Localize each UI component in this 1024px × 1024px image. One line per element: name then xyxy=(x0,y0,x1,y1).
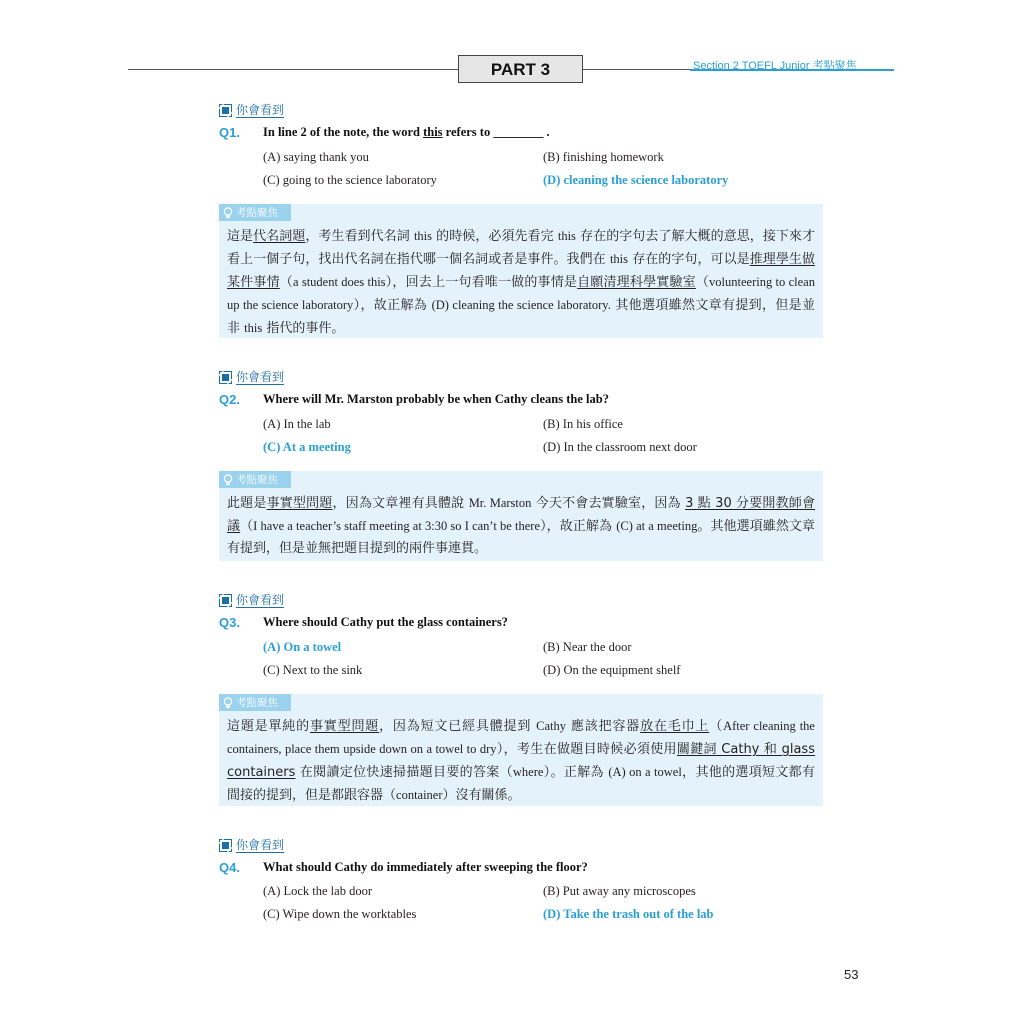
explanation-text: 此題是事實型問題，因為文章裡有具體說 Mr. Marston 今天不會去實驗室，因為 3 點 30 分要開教師會議（I have a teacher’s staff meeting at 3:30 so I can’t be there），故正解為 (C) at a meeting。其他選項雖然文章有提到，但是並無把題目提到的兩件事連貫。 xyxy=(227,496,815,556)
option-c: (C) Next to the sink xyxy=(263,663,363,677)
question-number: Q2. xyxy=(219,392,240,407)
frame-icon xyxy=(219,104,232,117)
you-will-see-label: 你會看到 xyxy=(236,102,285,117)
question-text-part: refers to ________ . xyxy=(442,125,550,139)
option-a: (A) saying thank you xyxy=(263,150,369,164)
explanation-text: 這題是單純的事實型問題，因為短文已經具體提到 Cathy 應該把容器放在毛巾上（After cleaning the containers, place them upside down on a towel to dry），考生在做題目時候必須使用關鍵詞 Cathy 和 glass containers 在閱讀定位快速掃描題目要的答案（where）。正解為 (A) on a towel，其他的選項短文都有間接的提到，但是都跟容器（container）沒有關係。 xyxy=(227,719,815,803)
option-c: (C) Wipe down the worktables xyxy=(263,907,417,921)
option-d-correct: (D) cleaning the science laboratory xyxy=(543,173,729,187)
you-will-see-heading xyxy=(219,368,284,386)
focus-box xyxy=(219,471,823,561)
focus-label: 考點聚焦 xyxy=(236,697,278,709)
lightbulb-icon xyxy=(223,697,233,709)
focus-label: 考點聚焦 xyxy=(236,474,278,486)
question-text xyxy=(263,125,550,140)
option-a: (A) In the lab xyxy=(263,417,331,431)
option-a-correct: (A) On a towel xyxy=(263,640,342,654)
focus-box xyxy=(219,694,823,806)
explanation-text: 這是代名詞題，考生看到代名詞 this 的時候，必須先看完 this 存在的字句去了解大概的意思，接下來才看上一個子句，找出代名詞在指代哪一個名詞或者是事件。我們在 this 存在的字句，可以是推理學生做某件事情（a student does this），回去上一句看唯一做的事情是自願清理科學實驗室（volunteering to clean up the science laboratory），故正解為 (D) cleaning the science laboratory. 其他選項雖然文章有提到，但是並非 this 指代的事件。 xyxy=(227,229,815,336)
you-will-see-label: 你會看到 xyxy=(236,837,285,852)
question-text: What should Cathy do immediately after sweeping the floor? xyxy=(263,860,588,874)
you-will-see-heading xyxy=(219,591,284,609)
option-b: (B) In his office xyxy=(543,417,623,431)
lightbulb-icon xyxy=(223,474,233,486)
part-label: PART 3 xyxy=(458,55,583,83)
focus-tag xyxy=(219,694,291,711)
option-d-correct: (D) Take the trash out of the lab xyxy=(543,907,714,921)
option-b: (B) Near the door xyxy=(543,640,632,654)
you-will-see-heading xyxy=(219,101,284,119)
frame-icon xyxy=(219,594,232,607)
question-text: Where will Mr. Marston probably be when Cathy cleans the lab? xyxy=(263,392,609,406)
lightbulb-icon xyxy=(223,207,233,219)
option-b: (B) finishing homework xyxy=(543,150,664,164)
question-number: Q3. xyxy=(219,615,240,630)
option-b: (B) Put away any microscopes xyxy=(543,884,696,898)
you-will-see-label: 你會看到 xyxy=(236,592,285,607)
you-will-see-label: 你會看到 xyxy=(236,369,285,384)
page-number: 53 xyxy=(844,967,859,982)
question-number: Q4. xyxy=(219,860,240,875)
question-text: Where should Cathy put the glass containers? xyxy=(263,615,508,629)
option-c: (C) going to the science laboratory xyxy=(263,173,437,187)
question-number: Q1. xyxy=(219,125,240,140)
you-will-see-heading xyxy=(219,836,284,854)
question-text-part: In line 2 of the note, the word xyxy=(263,125,424,139)
focus-label: 考點聚焦 xyxy=(236,207,278,219)
option-d: (D) In the classroom next door xyxy=(543,440,697,454)
frame-icon xyxy=(219,839,232,852)
option-a: (A) Lock the lab door xyxy=(263,884,372,898)
question-keyword: this xyxy=(423,125,443,139)
frame-icon xyxy=(219,371,232,384)
focus-tag xyxy=(219,471,291,488)
option-d: (D) On the equipment shelf xyxy=(543,663,681,677)
option-c-correct: (C) At a meeting xyxy=(263,440,351,454)
focus-box xyxy=(219,204,823,338)
focus-tag xyxy=(219,204,291,221)
section-title: Section 2 TOEFL Junior 考點聚焦 xyxy=(693,60,857,72)
